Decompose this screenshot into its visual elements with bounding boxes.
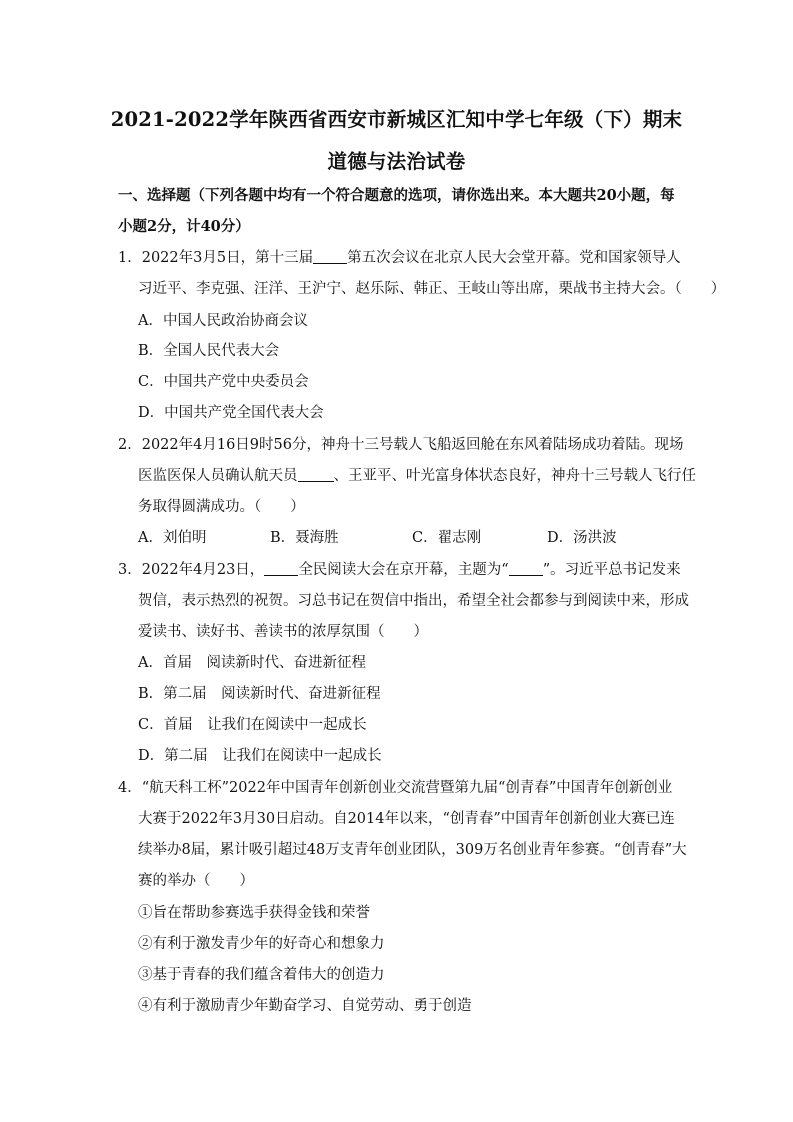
- document-title-line2: 道德与法治试卷: [327, 150, 466, 173]
- answer-blank: [313, 248, 347, 264]
- question-2-option-a: A．刘伯明: [138, 530, 207, 546]
- question-3-text-before: 3．2022年4月23日，: [118, 562, 265, 578]
- question-3-option-c: C．首届 让我们在阅读中一起成长: [138, 717, 367, 733]
- question-1-option-c: C．中国共产党中央委员会: [138, 374, 309, 390]
- section-heading: 一、选择题（下列各题中均有一个符合题意的选项，请你选出来。本大题共20小题，每小题2分，计40分）: [118, 187, 675, 235]
- question-4-line-4: 赛的举办（ ）: [138, 873, 254, 889]
- question-2-text-before: 医监医保人员确认航天员: [138, 468, 298, 484]
- question-1-text-after: 第五次会议在北京人民大会堂开幕。党和国家领导人: [347, 250, 681, 266]
- question-3-option-a: A．首届 阅读新时代、奋进新征程: [138, 655, 366, 671]
- question-4-line-1: 4．“航天科工杯”2022年中国青年创新创业交流营暨第九届“创青春”中国青年创新创业: [118, 780, 673, 796]
- answer-blank: [509, 560, 543, 576]
- question-3-option-d: D．第二届 让我们在阅读中一起成长: [138, 748, 382, 764]
- answer-blank: [298, 466, 334, 482]
- question-4-option-2: ②有利于激发青少年的好奇心和想象力: [138, 936, 385, 952]
- question-2-option-d: D．汤洪波: [547, 530, 617, 546]
- question-2-text-after: 、王亚平、叶光富身体状态良好，神舟十三号载人飞行任: [333, 468, 696, 484]
- question-1-option-b: B．全国人民代表大会: [138, 343, 280, 359]
- answer-blank: [264, 560, 298, 576]
- question-4-line-3: 续举办8届，累计吸引超过48万支青年创业团队，309万名创业青年参赛。“创青春”大: [138, 842, 687, 858]
- question-2-line-2: [138, 466, 696, 486]
- question-2-line-3: 务取得圆满成功。（ ）: [138, 499, 305, 515]
- question-1-option-d: D．中国共产党全国代表大会: [138, 405, 324, 421]
- document-title-line1: 2021-2022学年陕西省西安市新城区汇知中学七年级（下）期末: [110, 108, 683, 131]
- question-1-text-before: 1．2022年3月5日，第十三届: [118, 250, 314, 266]
- question-3-line-3: 爱读书、读好书、善读书的浓厚氛围（ ）: [138, 624, 428, 640]
- question-1-line-2: 习近平、李克强、汪洋、王沪宁、赵乐际、韩正、王岐山等出席，栗战书主持大会。（ ）: [138, 281, 726, 297]
- question-2-option-b: B．聂海胜: [270, 530, 339, 546]
- question-4-option-4: ④有利于激励青少年勤奋学习、自觉劳动、勇于创造: [138, 998, 472, 1014]
- question-1-line-1: [118, 248, 681, 268]
- question-3-line-2: 贺信，表示热烈的祝贺。习总书记在贺信中指出，希望全社会都参与到阅读中来，形成: [138, 593, 689, 609]
- question-3-line-1: [118, 560, 681, 580]
- question-3-text-after: ”。习近平总书记发来: [542, 562, 681, 578]
- question-2-option-c: C．翟志刚: [412, 530, 482, 546]
- question-4-option-3: ③基于青春的我们蕴含着伟大的创造力: [138, 967, 385, 983]
- question-4-line-2: 大赛于2022年3月30日启动。自2014年以来，“创青春”中国青年创新创业大赛已连: [138, 811, 675, 827]
- question-3-text-middle: 全民阅读大会在京开幕，主题为“: [298, 562, 509, 578]
- question-3-option-b: B．第二届 阅读新时代、奋进新征程: [138, 686, 381, 702]
- question-4-option-1: ①旨在帮助参赛选手获得金钱和荣誉: [138, 905, 370, 921]
- question-2-line-1: 2．2022年4月16日9时56分，神舟十三号载人飞船返回舱在东风着陆场成功着陆。现场: [118, 437, 684, 453]
- question-1-option-a: A．中国人民政治协商会议: [138, 313, 308, 329]
